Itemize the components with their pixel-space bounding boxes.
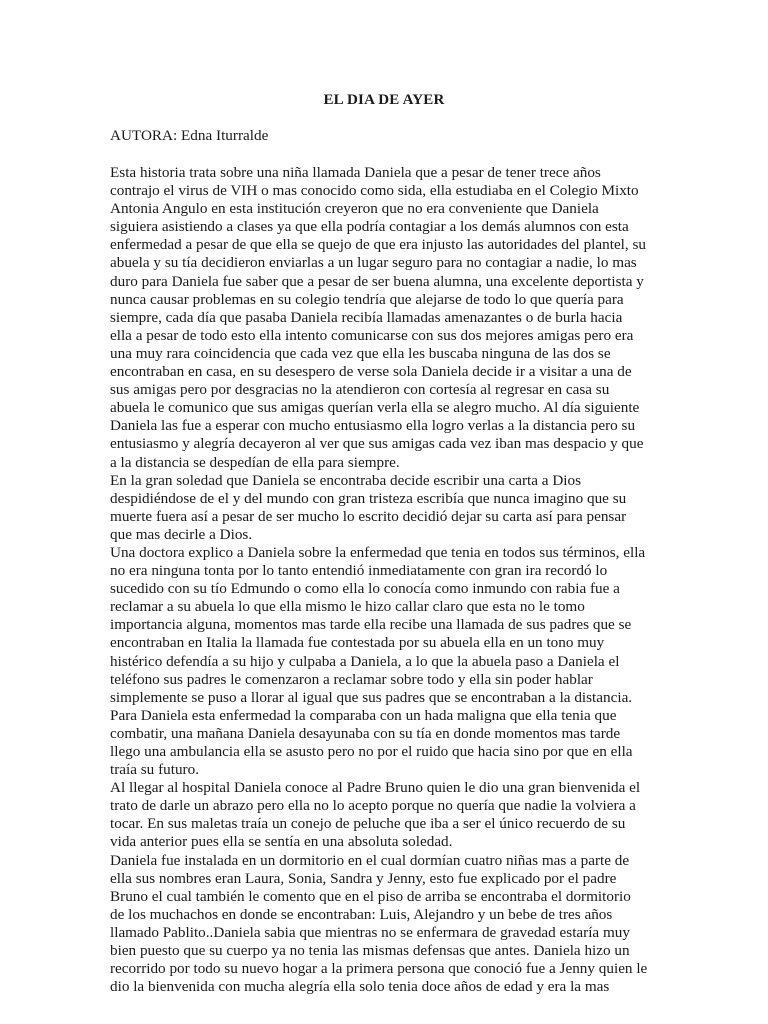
body-text-line: a la distancia se despedían de ella para siempre. bbox=[110, 453, 400, 471]
body-text-line: ella sus nombres eran Laura, Sonia, Sandra y Jenny, esto fue explicado por el padre bbox=[110, 869, 617, 887]
body-text-line: no era ninguna tonta por lo tanto entendió inmediatamente con gran ira recordó lo bbox=[110, 562, 608, 580]
body-text-line: importancia alguna, momentos mas tarde ella recibe una llamada de sus padres que se bbox=[110, 616, 632, 634]
body-text-line: Daniela fue instalada en un dormitorio en el cual dormían cuatro niñas mas a parte de bbox=[110, 851, 630, 869]
body-text-line: En la gran soledad que Daniela se encontraba decide escribir una carta a Dios bbox=[110, 471, 582, 489]
document-author: AUTORA: Edna Iturralde bbox=[110, 127, 269, 144]
body-text-line: Bruno el cual también le comento que en el piso de arriba se encontraba el dormitorio bbox=[110, 887, 631, 905]
body-text-line: despidiéndose de el y del mundo con gran tristeza escribía que nunca imagino que su bbox=[110, 489, 627, 507]
body-text-line: Al llegar al hospital Daniela conoce al Padre Bruno quien le dio una gran bienvenida el bbox=[110, 779, 641, 797]
body-text-line: tocar. En sus maletas traía un conejo de peluche que iba a ser el único recuerdo de su bbox=[110, 815, 626, 833]
body-text-line: de los muchachos en donde se encontraban: Luis, Alejandro y un bebe de tres años bbox=[110, 905, 613, 923]
body-text-line: llamado Pablito..Daniela sabia que mientras no se enfermara de gravedad estaría muy bbox=[110, 923, 630, 941]
body-text-line: entusiasmo y alegría decayeron al ver que sus amigas cada vez iban mas despacio y que bbox=[110, 435, 644, 453]
body-text-line: combatir, una mañana Daniela desayunaba con su tía en donde momentos mas tarde bbox=[110, 724, 621, 742]
body-text-line: bien puesto que su cuerpo ya no tenia las mismas defensas que antes. Daniela hizo un bbox=[110, 942, 630, 960]
body-text-line: Para Daniela esta enfermedad la comparaba con un hada maligna que ella tenia que bbox=[110, 706, 617, 724]
body-text-line: sus amigas pero por desgracias no la atendieron con cortesía al regresar en casa su bbox=[110, 381, 610, 399]
body-text-line: que mas decirle a Dios. bbox=[110, 525, 253, 543]
body-text-line: una muy rara coincidencia que cada vez que ella les buscaba ninguna de las dos se bbox=[110, 344, 611, 362]
body-text-line: Una doctora explico a Daniela sobre la enfermedad que tenia en todos sus términos, ella bbox=[110, 543, 646, 561]
body-text-line: Esta historia trata sobre una niña llamada Daniela que a pesar de tener trece años bbox=[110, 164, 601, 181]
body-text-line: dio la bienvenida con mucha alegría ella solo tenia doce años de edad y era la mas bbox=[110, 978, 610, 996]
body-text-line: histérico defendía a su hijo y culpaba a Daniela, a lo que la abuela paso a Daniela el bbox=[110, 652, 620, 670]
body-text-line: teléfono sus padres le comenzaron a reclamar sobre todo y ella sin poder hablar bbox=[110, 670, 593, 688]
body-text-line: traía su futuro. bbox=[110, 761, 199, 779]
body-text-line: siguiera asistiendo a clases ya que ella podría contagiar a los demás alumnos con esta bbox=[110, 218, 629, 236]
body-text-line: recorrido por todo su nuevo hogar a la primera persona que conoció fue a Jenny quien le bbox=[110, 960, 648, 978]
body-text-line: ella a pesar de todo esto ella intento comunicarse con sus dos mejores amigas pero era bbox=[110, 326, 634, 344]
body-text-line: siempre, cada día que pasaba Daniela recibía llamadas amenazantes o de burla hacia bbox=[110, 308, 623, 326]
body-text-line: duro para Daniela fue saber que a pesar de ser buena alumna, una excelente deportista y bbox=[110, 272, 644, 290]
body-text-line: Daniela las fue a esperar con mucho entusiasmo ella logro verlas a la distancia pero su bbox=[110, 417, 636, 435]
body-text-line: encontraban en Italia la llamada fue contestada por su abuela ella en un tono muy bbox=[110, 634, 605, 652]
body-text-line: muerte fuera así a pesar de ser mucho lo escrito decidió dejar su carta así para pensar bbox=[110, 507, 627, 525]
body-text-line: enfermedad a pesar de que ella se quejo de que era injusto las autoridades del plantel, su bbox=[110, 236, 646, 254]
body-text-line: trato de darle un abrazo pero ella no lo acepto porque no quería que nadie la volviera a bbox=[110, 797, 636, 815]
document-body bbox=[110, 164, 670, 996]
body-text-line: Antonia Angulo en esta institución creyeron que no era conveniente que Daniela bbox=[110, 200, 599, 218]
body-text-line: abuela le comunico que sus amigas querían verla ella se alegro mucho. Al día siguiente bbox=[110, 399, 640, 417]
body-text-line: llego una ambulancia ella se asusto pero no por el ruido que hacia sino por que en ella bbox=[110, 743, 633, 760]
body-text-line: abuela y su tía decidieron enviarlas a un lugar seguro para no contagiar a nadie, lo mas bbox=[110, 254, 637, 272]
body-text-line: reclamar a su abuela lo que ella mismo le hizo callar claro que esta no le tomo bbox=[110, 598, 585, 616]
body-text-line: contrajo el virus de VIH o mas conocido como sida, ella estudiaba en el Colegio Mixto bbox=[110, 182, 639, 200]
body-text-line: vida anterior pues ella se sentía en una absoluta soledad. bbox=[110, 833, 453, 851]
document-title: EL DIA DE AYER bbox=[323, 92, 445, 108]
body-text-line: nunca causar problemas en su colegio tendría que alejarse de todo lo que quería para bbox=[110, 290, 624, 308]
body-text-line: sucedido con su tío Edmundo o como ella lo conocía como inmundo con rabia fue a bbox=[110, 580, 620, 598]
body-text-line: simplemente se puso a llorar al igual que sus padres que se encontraban a la distancia. bbox=[110, 688, 633, 706]
body-text-line: encontraban en casa, en su desespero de verse sola Daniela decide ir a visitar a una de bbox=[110, 363, 632, 381]
